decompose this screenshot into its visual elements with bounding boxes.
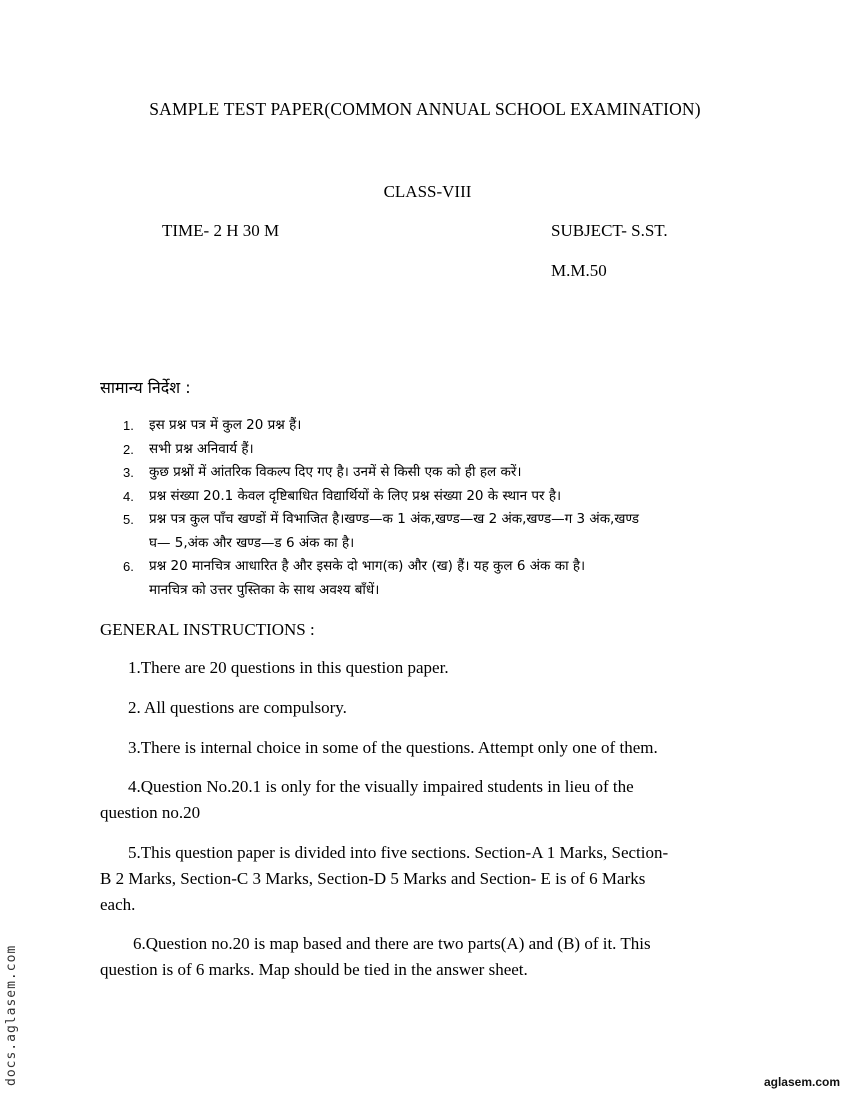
general-instruction-3: 3.There is internal choice in some of the questions. Attempt only one of them. bbox=[128, 738, 658, 757]
general-instruction-5-continuation: B 2 Marks, Section-C 3 Marks, Section-D 5 Marks and Section- E is of 6 Marks bbox=[100, 869, 646, 888]
max-marks-label: M.M.50 bbox=[551, 261, 607, 280]
hindi-instructions-heading: सामान्य निर्देश : bbox=[100, 378, 191, 397]
hindi-item-1 bbox=[123, 414, 783, 438]
hindi-item-text: प्रश्न संख्या 20.1 केवल दृष्टिबाधित विद्यार्थियों के लिए प्रश्न संख्या 20 के स्थान पर है। bbox=[149, 487, 562, 504]
subject-label: SUBJECT- S.ST. bbox=[551, 221, 668, 240]
general-instruction-6: 6.Question no.20 is map based and there are two parts(A) and (B) of it. This bbox=[133, 934, 651, 953]
hindi-item-number: 3. bbox=[123, 465, 134, 480]
hindi-item-6 bbox=[123, 555, 783, 579]
hindi-item-2 bbox=[123, 438, 783, 462]
general-instruction-4: 4.Question No.20.1 is only for the visually impaired students in lieu of the bbox=[128, 777, 634, 796]
general-instruction-5: 5.This question paper is divided into five sections. Section-A 1 Marks, Section- bbox=[128, 843, 669, 862]
hindi-item-4 bbox=[123, 485, 783, 509]
hindi-item-number: 6. bbox=[123, 559, 134, 574]
general-instruction-5-continuation: each. bbox=[100, 895, 136, 914]
hindi-item-text: प्रश्न पत्र कुल पाँच खण्डों में विभाजित है।खण्ड—क 1 अंक,खण्ड—ख 2 अंक,खण्ड—ग 3 अंक,खण्ड bbox=[149, 511, 640, 527]
hindi-item-5 bbox=[123, 508, 783, 532]
footer-brand: aglasem.com bbox=[763, 1075, 840, 1089]
general-instruction-6-continuation: question is of 6 marks. Map should be tied in the answer sheet. bbox=[100, 960, 528, 979]
general-instructions-heading: GENERAL INSTRUCTIONS : bbox=[100, 620, 315, 639]
hindi-instructions-list bbox=[123, 414, 783, 602]
class-label: CLASS-VIII bbox=[383, 182, 472, 201]
hindi-item-number: 1. bbox=[123, 418, 134, 433]
hindi-item-3 bbox=[123, 461, 783, 485]
hindi-item-text: प्रश्न 20 मानचित्र आधारित है और इसके दो भाग(क) और (ख) हैं। यह कुल 6 अंक का है। bbox=[149, 558, 586, 574]
hindi-item-text: कुछ प्रश्नों में आंतरिक विकल्प दिए गए है। उनमें से किसी एक को ही हल करें। bbox=[149, 464, 522, 480]
side-watermark: docs.aglasem.com bbox=[4, 944, 19, 1086]
time-label: TIME- 2 H 30 M bbox=[162, 221, 280, 240]
hindi-item-text: इस प्रश्न पत्र में कुल 20 प्रश्न हैं। bbox=[149, 417, 302, 433]
hindi-item-number: 5. bbox=[123, 512, 134, 527]
hindi-item-6-continuation: मानचित्र को उत्तर पुस्तिका के साथ अवश्य बाँधें। bbox=[149, 581, 380, 598]
hindi-item-5-continuation: घ— 5,अंक और खण्ड—ड 6 अंक का है। bbox=[149, 534, 355, 551]
hindi-item-number: 2. bbox=[123, 441, 134, 457]
general-instruction-1: 1.There are 20 questions in this question paper. bbox=[128, 658, 449, 677]
hindi-item-text: सभी प्रश्न अनिवार्य हैं। bbox=[149, 440, 254, 457]
general-instruction-2: 2. All questions are compulsory. bbox=[128, 698, 347, 717]
paper-title: SAMPLE TEST PAPER(COMMON ANNUAL SCHOOL EXAMINATION) bbox=[149, 99, 701, 119]
hindi-item-number: 4. bbox=[123, 488, 134, 504]
general-instruction-4-continuation: question no.20 bbox=[100, 803, 201, 822]
